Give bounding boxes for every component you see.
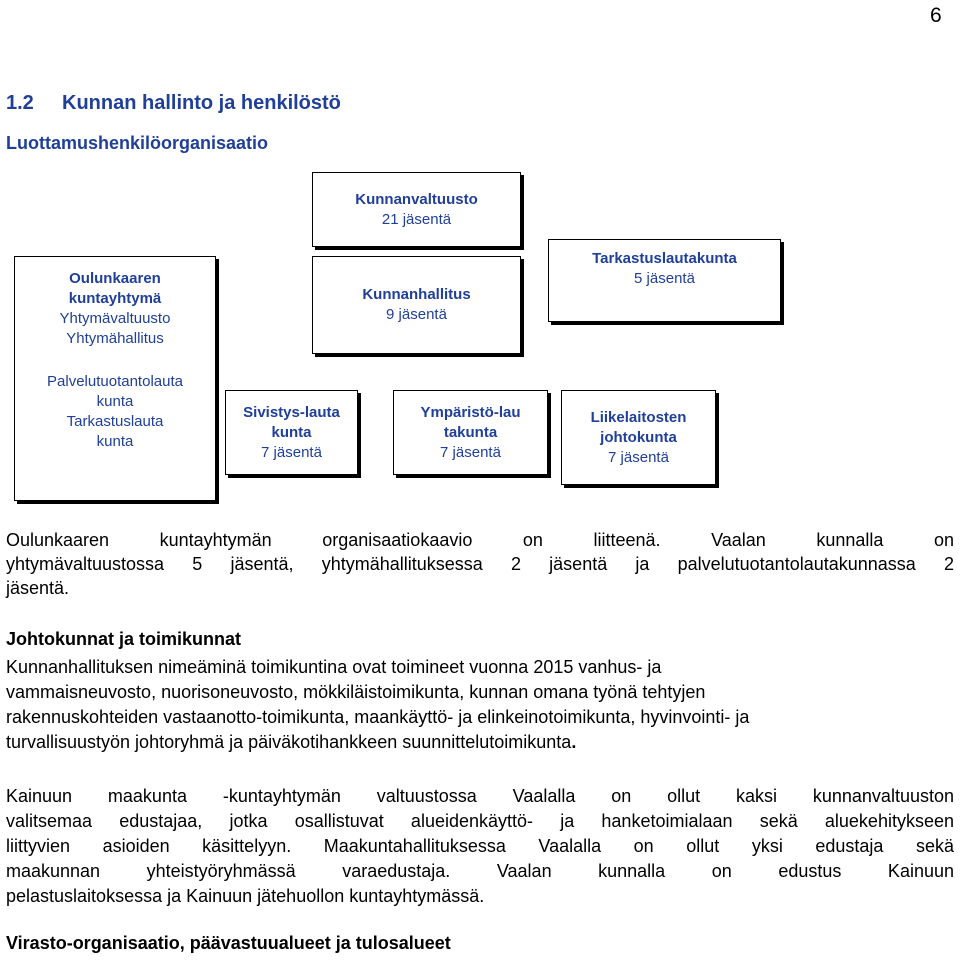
ymparisto-line2: takunta xyxy=(443,423,498,441)
ymparisto-members: 7 jäsentä xyxy=(440,443,501,461)
paragraph-1-line-1: Oulunkaaren kuntayhtymän organisaatiokaavio on liitteenä. Vaalan kunnalla on xyxy=(6,530,954,550)
kunnanhallitus-members: 9 jäsentä xyxy=(386,306,447,323)
kunnanvaltuusto-box xyxy=(312,172,521,247)
heading-virasto-organisaatio: Virasto-organisaatio, päävastuualueet ja tulosalueet xyxy=(6,933,451,953)
sivistys-line2: kunta xyxy=(271,423,312,441)
tarkastuslautakunta-name: Tarkastuslautakunta xyxy=(592,250,737,267)
paragraph-2-line-4-text: turvallisuustyön johtoryhmä ja päiväkotihankkeen suunnittelutoimikunta xyxy=(6,732,572,752)
kuntayhtyma-box xyxy=(14,256,216,501)
kuntayhtyma-line1: Oulunkaaren xyxy=(69,270,161,287)
ymparisto-line1: Ympäristö-lau xyxy=(420,403,521,421)
paragraph-2-line-4 xyxy=(6,730,954,754)
kuntayhtyma-top xyxy=(15,269,215,349)
paragraph-3-line-4: maakunnan yhteistyöryhmässä varaedustaja. Vaalan kunnalla on edustus Kainuun xyxy=(6,861,954,881)
paragraph-3-line-1: Kainuun maakunta -kuntayhtymän valtuustossa Vaalalla on ollut kaksi kunnanvaltuuston xyxy=(6,786,954,806)
paragraph-2-line-4-end: . xyxy=(571,732,577,752)
section-title: Kunnan hallinto ja henkilöstö xyxy=(62,92,341,114)
heading-johtokunnat: Johtokunnat ja toimikunnat xyxy=(6,629,242,649)
paragraph-2-line-1: Kunnanhallituksen nimeäminä toimikuntina ovat toimineet vuonna 2015 vanhus- ja xyxy=(6,657,662,677)
kuntayhtyma-line6: kunta xyxy=(96,393,134,410)
kunnanvaltuusto-name: Kunnanvaltuusto xyxy=(355,190,478,208)
paragraph-2-line-3: rakennuskohteiden vastaanotto-toimikunta, maankäyttö- ja elinkeinotoimikunta, hyvinvointi- ja xyxy=(6,707,750,727)
section-heading xyxy=(6,92,341,115)
kuntayhtyma-line5: Palvelutuotantolauta xyxy=(47,373,183,390)
tarkastuslautakunta-members: 5 jäsentä xyxy=(634,270,695,287)
liikelaitos-line2: johtokunta xyxy=(600,428,677,446)
kuntayhtyma-line7: Tarkastuslauta xyxy=(66,413,164,430)
sivistyslautakunta-box xyxy=(225,390,358,475)
paragraph-3-line-3: liittyvien asioiden käsittelyyn. Maakuntahallituksessa Vaalalla on ollut yksi edustaja sekä xyxy=(6,836,954,856)
kuntayhtyma-bottom xyxy=(15,372,215,452)
paragraph-1-line-3: jäsentä. xyxy=(6,578,70,598)
kuntayhtyma-line2: kuntayhtymä xyxy=(68,290,162,307)
kuntayhtyma-line3: Yhtymävaltuusto xyxy=(59,310,171,327)
kuntayhtyma-line4: Yhtymähallitus xyxy=(66,330,164,347)
paragraph-1-line-2: yhtymävaltuustossa 5 jäsentä, yhtymähallituksessa 2 jäsentä ja palvelutuotantolautakunnassa 2 xyxy=(6,554,954,574)
tarkastuslautakunta-box xyxy=(548,239,781,322)
org-subtitle: Luottamushenkilöorganisaatio xyxy=(6,133,269,153)
kuntayhtyma-line8: kunta xyxy=(96,433,134,450)
kunnanhallitus-box xyxy=(312,256,521,354)
sivistys-members: 7 jäsentä xyxy=(261,443,322,461)
kunnanhallitus-name: Kunnanhallitus xyxy=(362,286,471,303)
kunnanvaltuusto-members: 21 jäsentä xyxy=(381,210,452,228)
section-number: 1.2 xyxy=(6,92,34,114)
liikelaitos-members: 7 jäsentä xyxy=(608,448,669,466)
ymparistolautakunta-box xyxy=(393,390,548,475)
paragraph-3-line-2: valitsemaa edustajaa, jotka osallistuvat alueidenkäyttö- ja hanketoimialaan sekä aluekehitykseen xyxy=(6,811,954,831)
liikelaitosten-johtokunta-box xyxy=(561,390,716,485)
page-number: 6 xyxy=(930,4,942,27)
paragraph-2-line-2: vammaisneuvosto, nuorisoneuvosto, mökkiläistoimikunta, kunnan omana työnä tehtyjen xyxy=(6,682,706,702)
paragraph-3-line-5: pelastuslaitoksessa ja Kainuun jätehuollon kuntayhtymässä. xyxy=(6,886,485,906)
liikelaitos-line1: Liikelaitosten xyxy=(590,408,687,426)
sivistys-line1: Sivistys-lauta xyxy=(243,403,340,421)
